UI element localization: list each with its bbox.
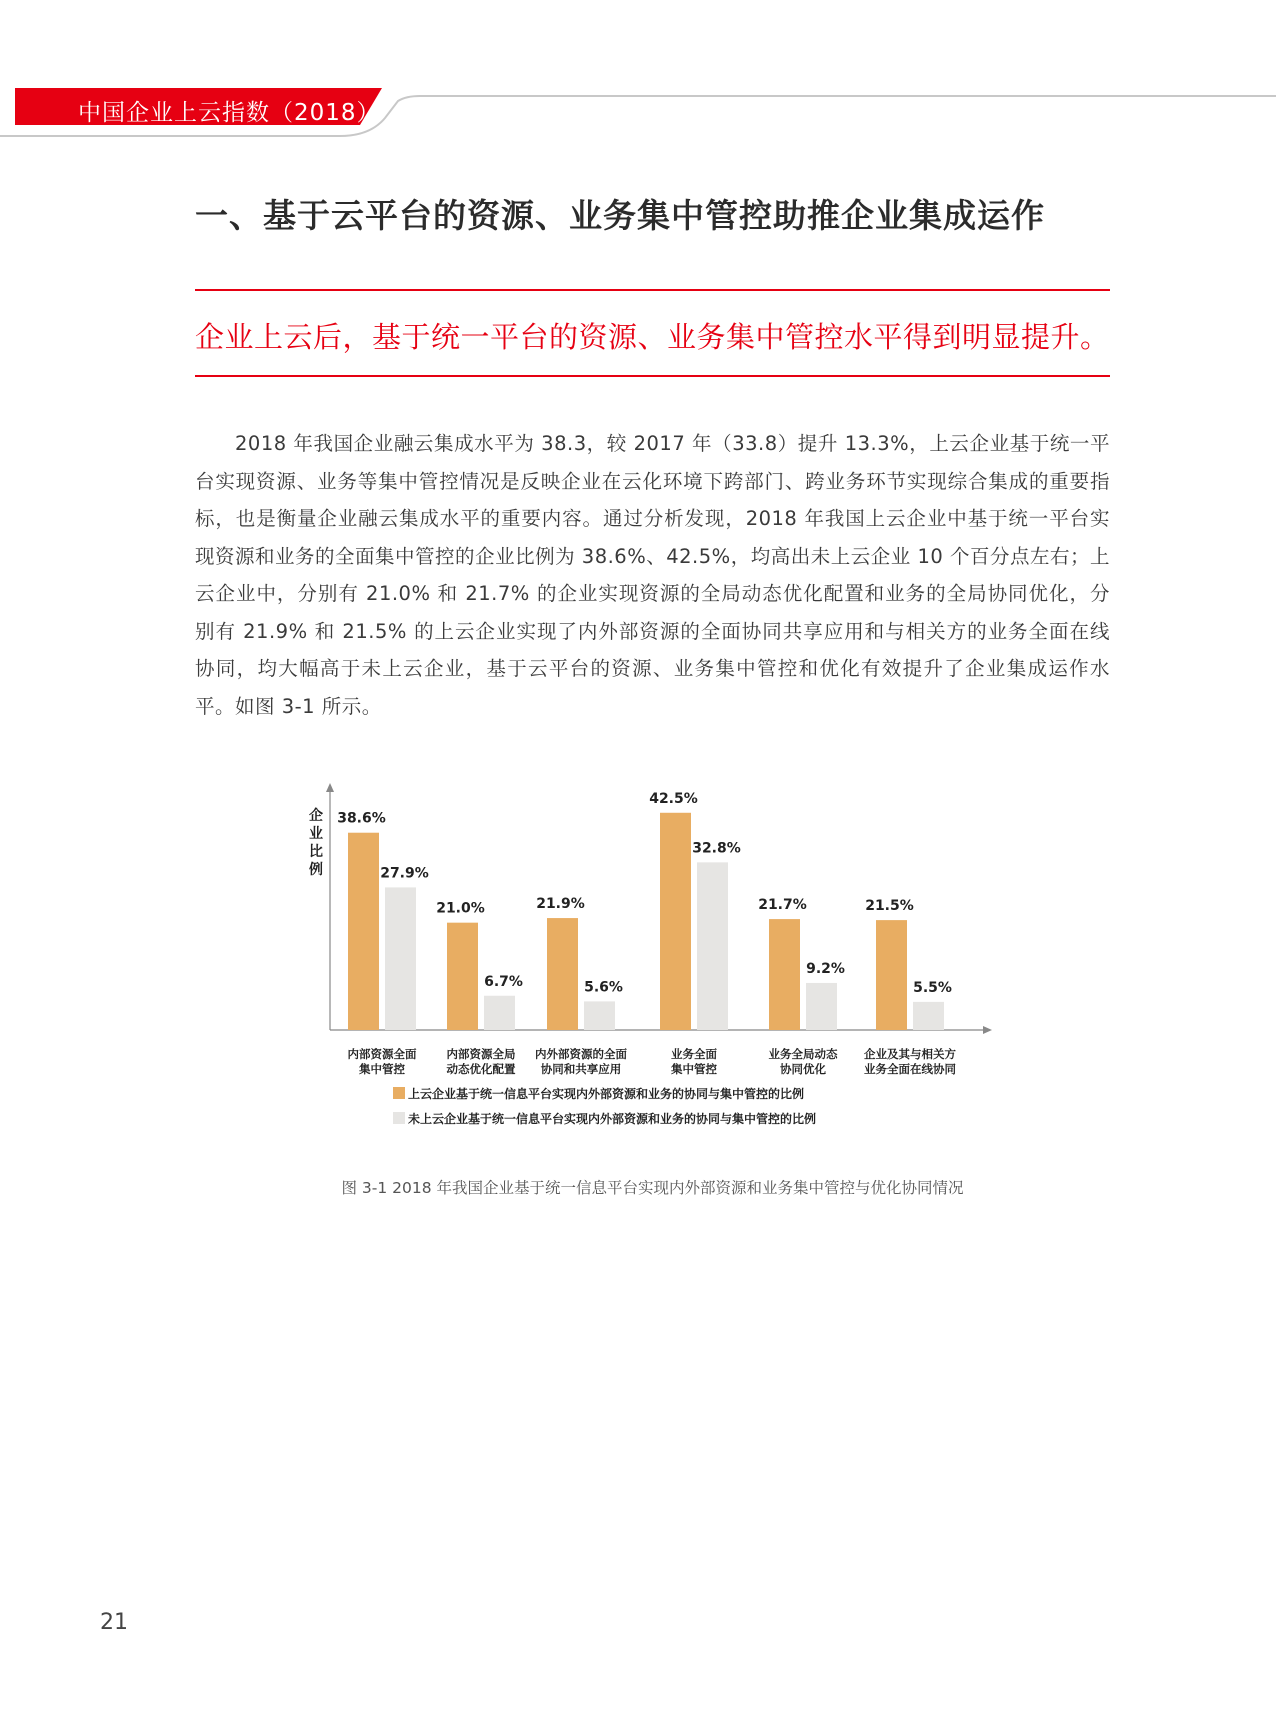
bar-s1-c4 bbox=[660, 813, 691, 1030]
bar-s1-c1 bbox=[348, 833, 379, 1030]
x-tick-label-4: 业务全面集中管控 bbox=[671, 1047, 717, 1076]
figure-caption: 图 3-1 2018 年我国企业基于统一信息平台实现内外部资源和业务集中管控与优化协同情况 bbox=[341, 1179, 964, 1197]
chart-x-tick-labels bbox=[348, 1047, 957, 1076]
bar-chart bbox=[300, 765, 1020, 1150]
section-subtitle: 企业上云后，基于统一平台的资源、业务集中管控水平得到明显提升。 bbox=[195, 320, 1110, 354]
bar-s2-c4 bbox=[697, 862, 728, 1030]
data-label-s2-c5: 9.2% bbox=[806, 960, 845, 977]
y-axis-arrow bbox=[326, 783, 334, 792]
data-label-s1-c6: 21.5% bbox=[865, 898, 914, 915]
bar-s2-c3 bbox=[584, 1001, 615, 1030]
y-axis-label: 企业比例 bbox=[309, 808, 323, 878]
data-label-s2-c1: 27.9% bbox=[380, 865, 429, 882]
data-label-s2-c3: 5.6% bbox=[584, 979, 623, 996]
bar-s1-c6 bbox=[876, 920, 907, 1030]
legend-label-2: 未上云企业基于统一信息平台实现内外部资源和业务的协同与集中管控的比例 bbox=[408, 1112, 817, 1126]
bar-s2-c5 bbox=[806, 983, 837, 1030]
section-heading: 一、基于云平台的资源、业务集中管控助推企业集成运作 bbox=[195, 196, 1045, 235]
legend-label-1: 上云企业基于统一信息平台实现内外部资源和业务的协同与集中管控的比例 bbox=[408, 1087, 805, 1101]
bar-s2-c1 bbox=[385, 887, 416, 1030]
legend-swatch-2 bbox=[393, 1112, 405, 1124]
x-tick-label-5: 业务全局动态协同优化 bbox=[768, 1047, 838, 1076]
header-title: 中国企业上云指数（2018） bbox=[78, 100, 381, 126]
data-label-s1-c3: 21.9% bbox=[536, 896, 585, 913]
x-tick-label-6: 企业及其与相关方业务全面在线协同 bbox=[864, 1047, 956, 1076]
legend-swatch-1 bbox=[393, 1087, 405, 1099]
x-tick-label-2: 内部资源全局动态优化配置 bbox=[446, 1047, 516, 1076]
bar-s2-c6 bbox=[913, 1002, 944, 1030]
chart-bars bbox=[337, 791, 952, 1030]
x-tick-label-3: 内外部资源的全面协同和共享应用 bbox=[535, 1047, 627, 1076]
bar-s1-c2 bbox=[447, 923, 478, 1030]
data-label-s1-c5: 21.7% bbox=[758, 897, 807, 914]
chart-legend bbox=[393, 1086, 816, 1126]
body-paragraph: 2018 年我国企业融云集成水平为 38.3，较 2017 年（33.8）提升 13.3%，上云企业基于统一平台实现资源、业务等集中管控情况是反映企业在云化环境下跨部门、跨业务环节实现综合集成的重要指标，也是衡量企业融云集成水平的重要内容。通过分析发现，2018 年我国上云企业中基于统一平台实现资源和业务的全面集中管控的企业比例为 38.6%、42.5%，均高出未上云企业 10 个百分点左右；上云企业中，分别有 21.0% 和 21.7% 的企业实现资源的全局动态优化配置和业务的全局协同优化，分别有 21.9% 和 21.5% 的上云企业实现了内外部资源的全面协同共享应用和与相关方的业务全面在线协同，均大幅高于未上云企业，基于云平台的资源、业务集中管控和优化有效提升了企业集成运作水平。如图 3-1 所示。 bbox=[195, 432, 1110, 718]
subtitle-bottom-rule bbox=[195, 375, 1110, 377]
subtitle-top-rule bbox=[195, 289, 1110, 291]
page-number: 21 bbox=[100, 1610, 128, 1635]
header-band bbox=[0, 0, 1276, 150]
data-label-s1-c2: 21.0% bbox=[436, 900, 485, 917]
bar-s2-c2 bbox=[484, 996, 515, 1030]
data-label-s1-c1: 38.6% bbox=[337, 810, 386, 827]
data-label-s2-c4: 32.8% bbox=[692, 840, 741, 857]
bar-s1-c3 bbox=[547, 918, 578, 1030]
x-axis-arrow bbox=[983, 1026, 992, 1034]
bar-s1-c5 bbox=[769, 919, 800, 1030]
data-label-s2-c6: 5.5% bbox=[913, 979, 952, 996]
chart-ylabel bbox=[309, 807, 323, 878]
data-label-s2-c2: 6.7% bbox=[484, 973, 523, 990]
data-label-s1-c4: 42.5% bbox=[649, 790, 698, 807]
x-tick-label-1: 内部资源全面集中管控 bbox=[347, 1047, 417, 1076]
